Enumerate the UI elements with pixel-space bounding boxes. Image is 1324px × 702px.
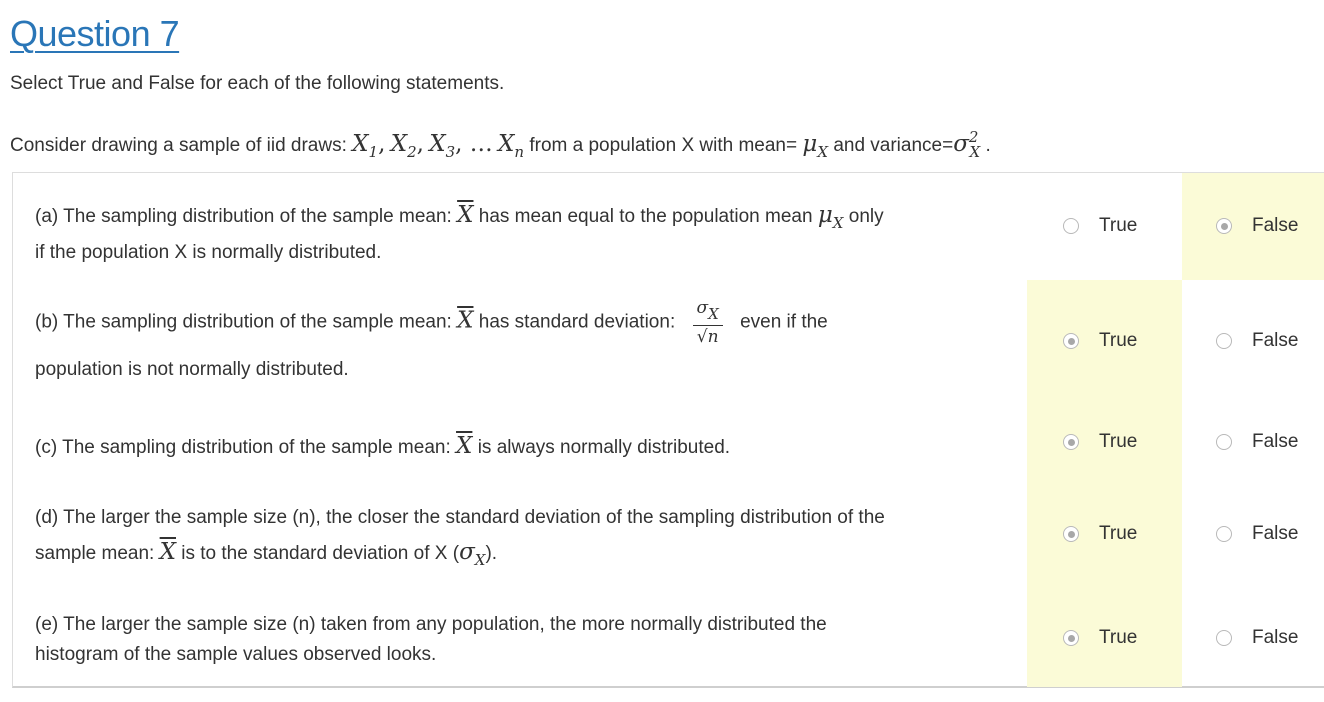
math-draw-xn: $X_n$	[498, 131, 525, 161]
math-xbar: $\overline{X}$	[457, 307, 474, 334]
option-a-true[interactable]	[1063, 215, 1137, 237]
intro-period: .	[985, 135, 991, 156]
option-a-false[interactable]	[1216, 215, 1298, 237]
statement-row-c	[13, 398, 1324, 478]
math-xbar: $\overline{X}$	[159, 539, 176, 565]
option-b-false[interactable]	[1216, 330, 1298, 352]
statement-text-e: (e) The larger the sample size (n) taken from any population, the more normally distributed the histogram of the sample values observed looks.	[35, 614, 827, 665]
math-draw-x2: $X_2$	[390, 131, 417, 161]
option-label: True	[1099, 523, 1138, 544]
intro-text-middle: from a population X with mean=	[529, 135, 798, 156]
option-label: False	[1252, 627, 1299, 648]
option-c-true[interactable]	[1063, 431, 1137, 453]
math-xbar: $\overline{X}$	[457, 202, 474, 228]
radio-e-true[interactable]	[1063, 630, 1079, 646]
intro-text-after-mu: and variance=	[833, 135, 954, 156]
intro-text-before: Consider drawing a sample of iid draws:	[10, 135, 347, 156]
statement-row-a	[13, 173, 1324, 280]
option-label: True	[1099, 627, 1138, 648]
statement-row-d	[13, 478, 1324, 590]
radio-d-true[interactable]	[1063, 526, 1079, 542]
radio-e-false[interactable]	[1216, 630, 1232, 646]
question-intro: Consider drawing a sample of iid draws: $X_1$, $X_2$, $X_3$, … $X_n$ from a population X with mean= $\mu_X$ and $variance=\sigma^2_X$ .	[10, 128, 991, 161]
option-e-true[interactable]	[1063, 627, 1137, 649]
question-instruction: Select True and False for each of the following statements.	[10, 73, 505, 94]
math-sigma-x: $\sigma_X$	[459, 539, 486, 569]
math-fraction-sigma-over-sqrt-n: $\frac{\sigma_X}{√n}$	[693, 298, 723, 347]
option-label: False	[1252, 523, 1299, 544]
radio-a-true[interactable]	[1063, 218, 1079, 234]
option-d-false[interactable]	[1216, 523, 1298, 545]
radio-a-false[interactable]	[1216, 218, 1232, 234]
math-mu-x: $\mu_X$	[802, 131, 829, 161]
option-label: False	[1252, 215, 1299, 236]
option-b-true[interactable]	[1063, 330, 1137, 352]
statement-text-d: (d) The larger the sample size (n), the closer the standard deviation of the sampling distribution of the sample mean: $\overline{X}$ is to the standard deviation of X $(\sigma_X)$.	[35, 507, 885, 569]
statement-row-e	[13, 590, 1324, 687]
option-c-false[interactable]	[1216, 431, 1298, 453]
radio-b-true[interactable]	[1063, 333, 1079, 349]
math-sigma-x-squared: $\sigma^2_X$	[953, 128, 981, 161]
question-title: Question 7	[10, 13, 180, 54]
option-label: True	[1099, 330, 1138, 351]
radio-c-true[interactable]	[1063, 434, 1079, 450]
math-draw-x1: $X_1$	[352, 131, 379, 161]
option-label: False	[1252, 330, 1299, 351]
statement-text-a: (a) The sampling distribution of the sample mean: $\overline{X}$ has mean equal to the population mean $\mu_X$ only if the population X is normally distributed.	[35, 202, 884, 263]
option-label: True	[1099, 431, 1138, 452]
math-draw-x3: $X_3$	[429, 131, 456, 161]
math-xbar: $\overline{X}$	[456, 433, 473, 459]
option-label: True	[1099, 215, 1138, 236]
option-e-false[interactable]	[1216, 627, 1298, 649]
statement-text-c: (c) The sampling distribution of the sample mean: $\overline{X}$ is always normally distributed.	[35, 433, 731, 459]
statement-row-b	[13, 280, 1324, 398]
math-mu-x: $\mu_X$	[817, 202, 844, 232]
statements-table	[12, 172, 1324, 688]
radio-c-false[interactable]	[1216, 434, 1232, 450]
radio-d-false[interactable]	[1216, 526, 1232, 542]
radio-b-false[interactable]	[1216, 333, 1232, 349]
option-label: False	[1252, 431, 1299, 452]
statement-text-b: (b) The sampling distribution of the sample mean: $\overline{X}$ has standard deviation: $\frac{\sigma_X}{√n}$ even if the population is not normally distributed.	[35, 298, 828, 380]
option-d-true[interactable]	[1063, 523, 1137, 545]
